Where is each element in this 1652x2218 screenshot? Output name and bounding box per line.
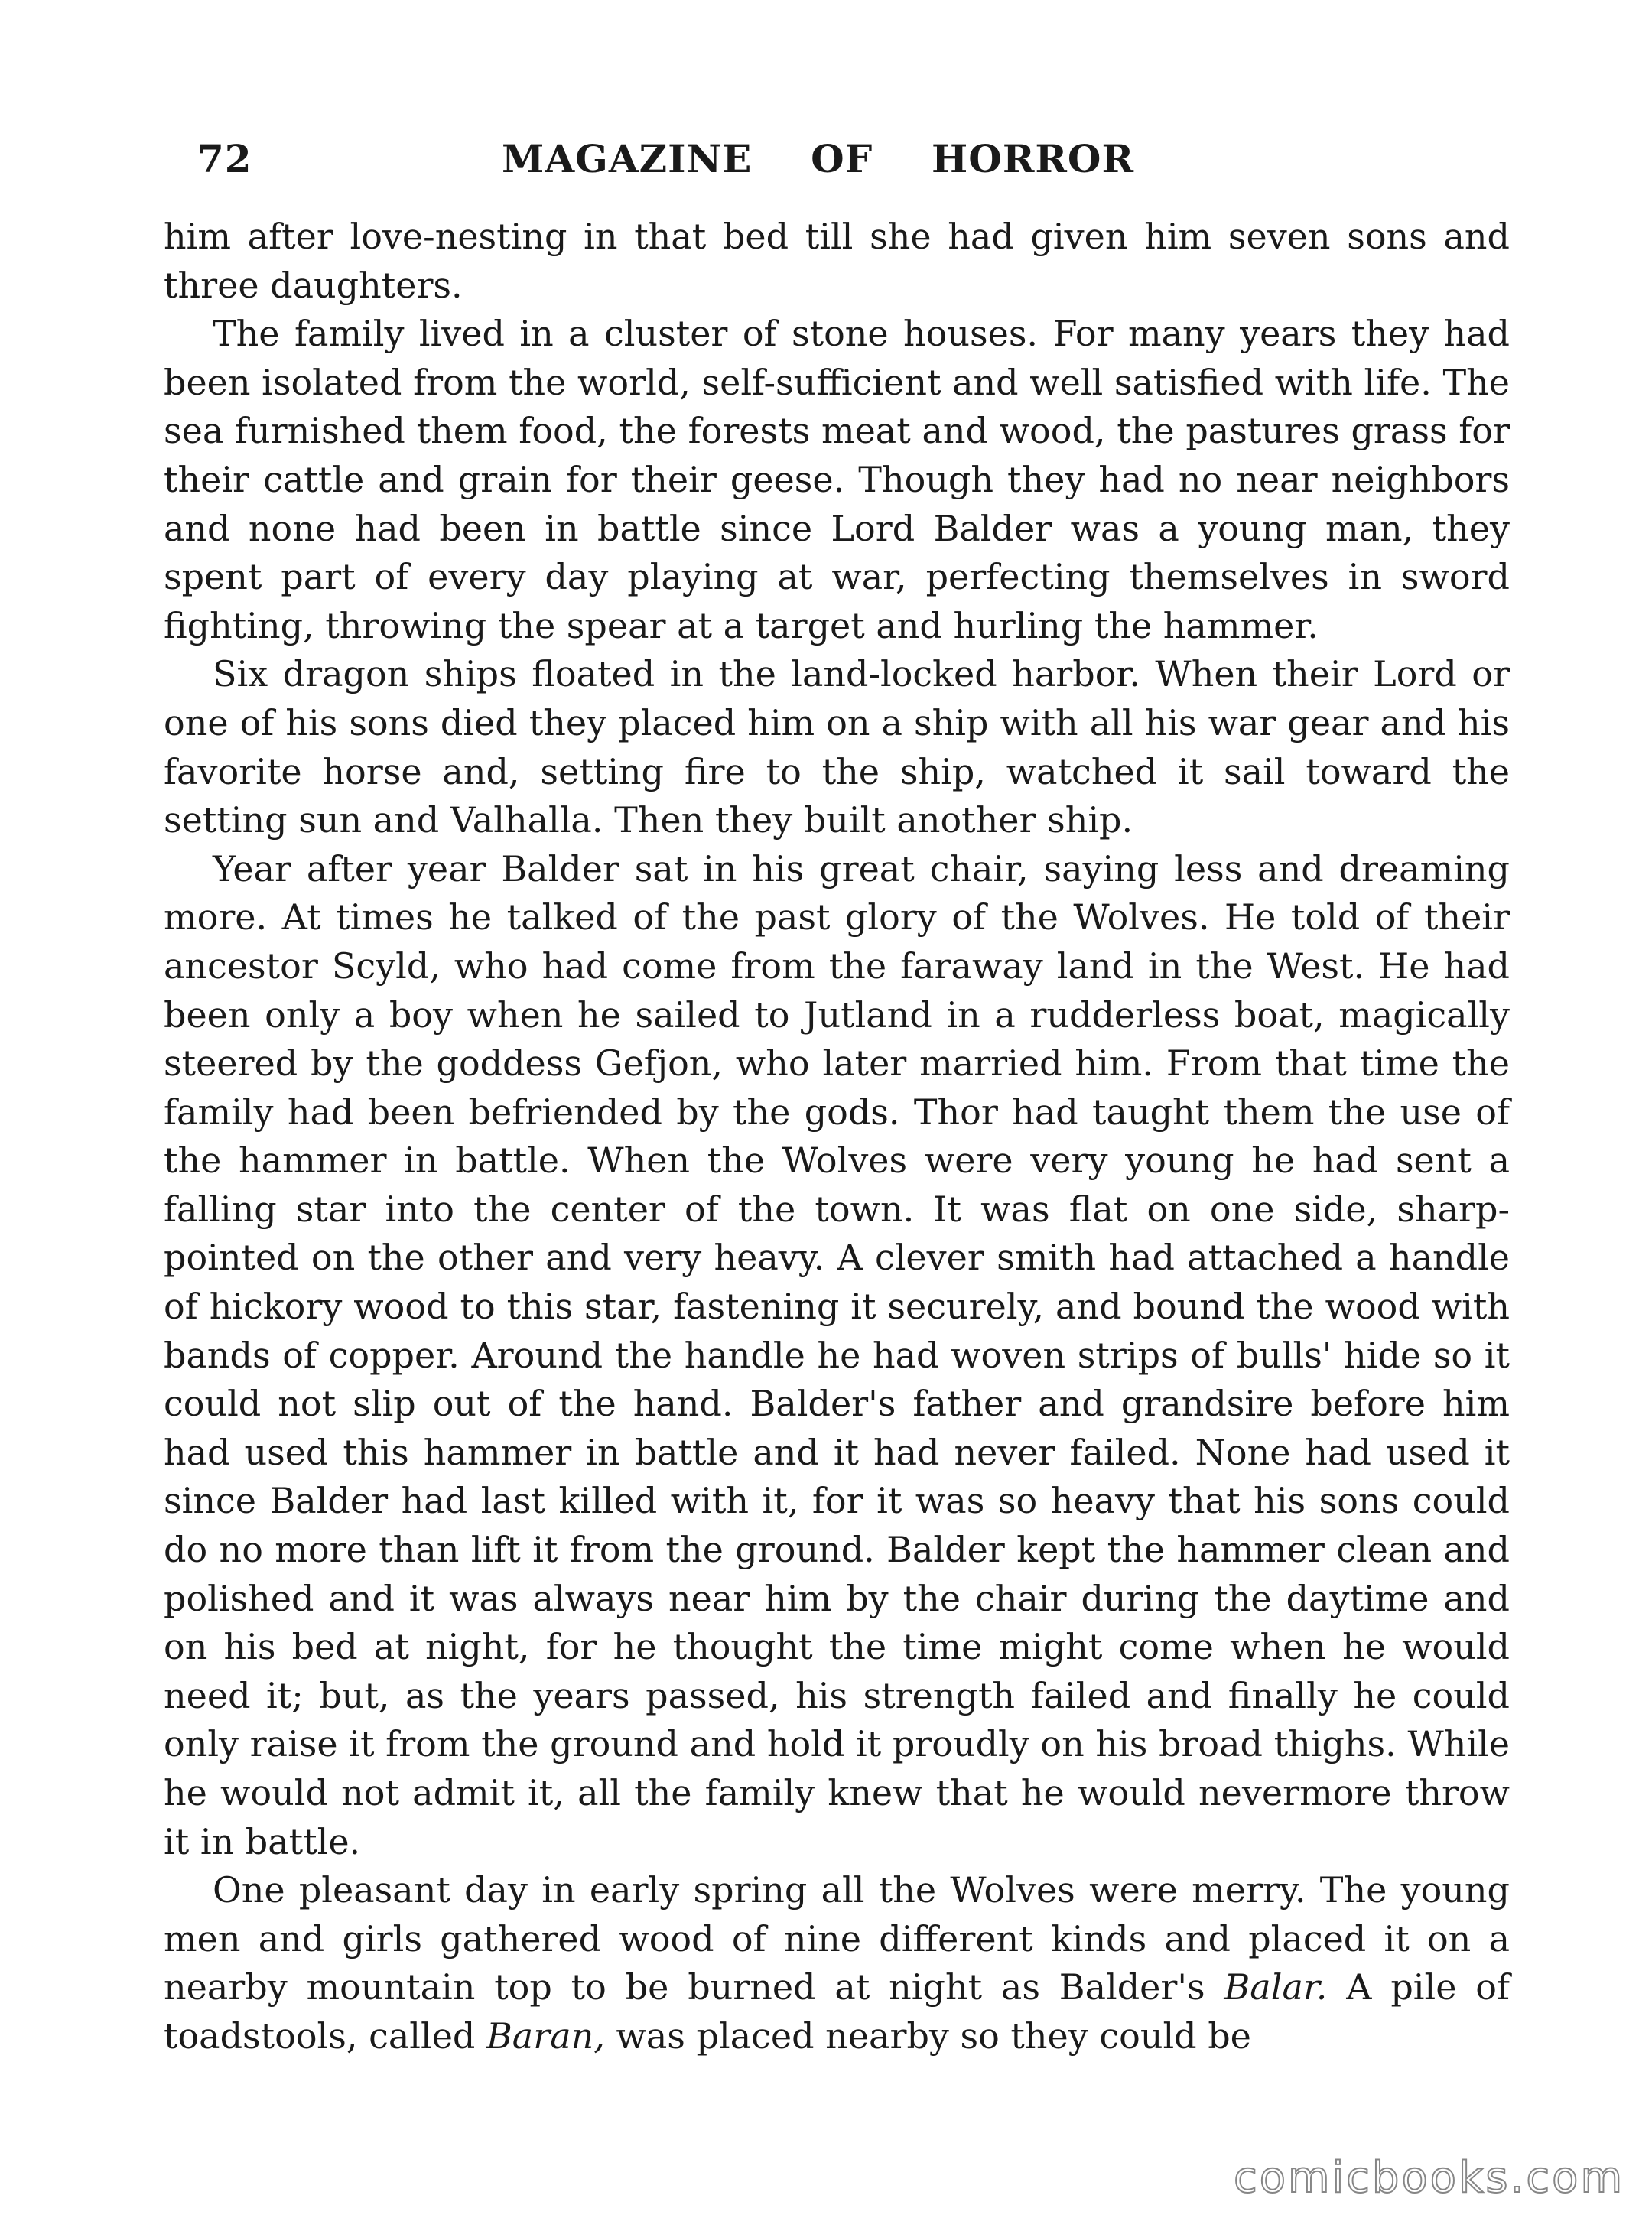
- paragraph-2: The family lived in a cluster of stone houses. For many years they had been isolated from the world, self-sufficient and well satisfied with life. The sea furnished them food, the forests meat and wood, the pastures grass for their cattle and grain for their geese. Though they had no near neighbors and none had been in battle since Lord Balder was a young man, they spent part of every day playing at war, perfecting themselves in sword fighting, throwing the spear at a target and hurling the hammer.: [164, 313, 1510, 646]
- baran-term: Baran,: [486, 2015, 605, 2057]
- paragraph-3: Six dragon ships floated in the land-locked harbor. When their Lord or one of his sons died they placed him on a ship with all his war gear and his favorite horse and, setting fire to the ship, watched it sail toward the setting sun and Valhalla. Then they built another ship.: [164, 653, 1510, 841]
- paragraph-5-text-2: A pile of toadstools, called: [164, 1966, 1511, 2057]
- watermark-logo: comicbooks.com: [1233, 2153, 1624, 2203]
- paragraph-4: Year after year Balder sat in his great chair, saying less and dreaming more. At times he talked of the past glory of the Wolves. He told of their ancestor Scyld, who had come from the faraway land in the West. He had been only a boy when he sailed to Jutland in a rudderless boat, magically steered by the goddess Gefjon, who later married him. From that time the family had been befriended by the gods. Thor had taught them the use of the hammer in battle. When the Wolves were very young he had sent a falling star into the center of the town. It was flat on one side, sharp-pointed on the other and very heavy. A clever smith had attached a handle of hickory wood to this star, fastening it securely, and bound the wood with bands of copper. Around the handle he had woven strips of bulls' hide so it could not slip out of the hand. Balder's father and grandsire before him had used this hammer in battle and it had never failed. None had used it since Balder had last killed with it, for it was so heavy that his sons could do no more than lift it from the ground. Balder kept the hammer clean and polished and it was always near him by the chair during the daytime and on his bed at night, for he thought the time might come when he would need it; but, as the years passed, his strength failed and finally he could only raise it from the ground and hold it proudly on his broad thighs. While he would not admit it, all the family knew that he would nevermore throw it in battle.: [164, 847, 1510, 1862]
- page-header: [197, 136, 1513, 190]
- page-number: 72: [197, 136, 252, 181]
- paragraph-5-text-3: was placed nearby so they could be: [604, 2015, 1251, 2057]
- balar-term: Balar.: [1224, 1966, 1328, 2008]
- paragraph-5: [164, 1866, 1510, 2060]
- paragraph-1: him after love-nesting in that bed till she had given him seven sons and three daughters.: [164, 216, 1510, 306]
- magazine-title: MAGAZINE OF HORROR: [502, 136, 1135, 181]
- story-text: [164, 213, 1510, 2061]
- paragraph-5-text-1: One pleasant day in early spring all the Wolves were merry. The young men and girls gathered wood of nine different kinds and placed it on a nearby mountain top to be burned at night as Balder's: [164, 1869, 1510, 2008]
